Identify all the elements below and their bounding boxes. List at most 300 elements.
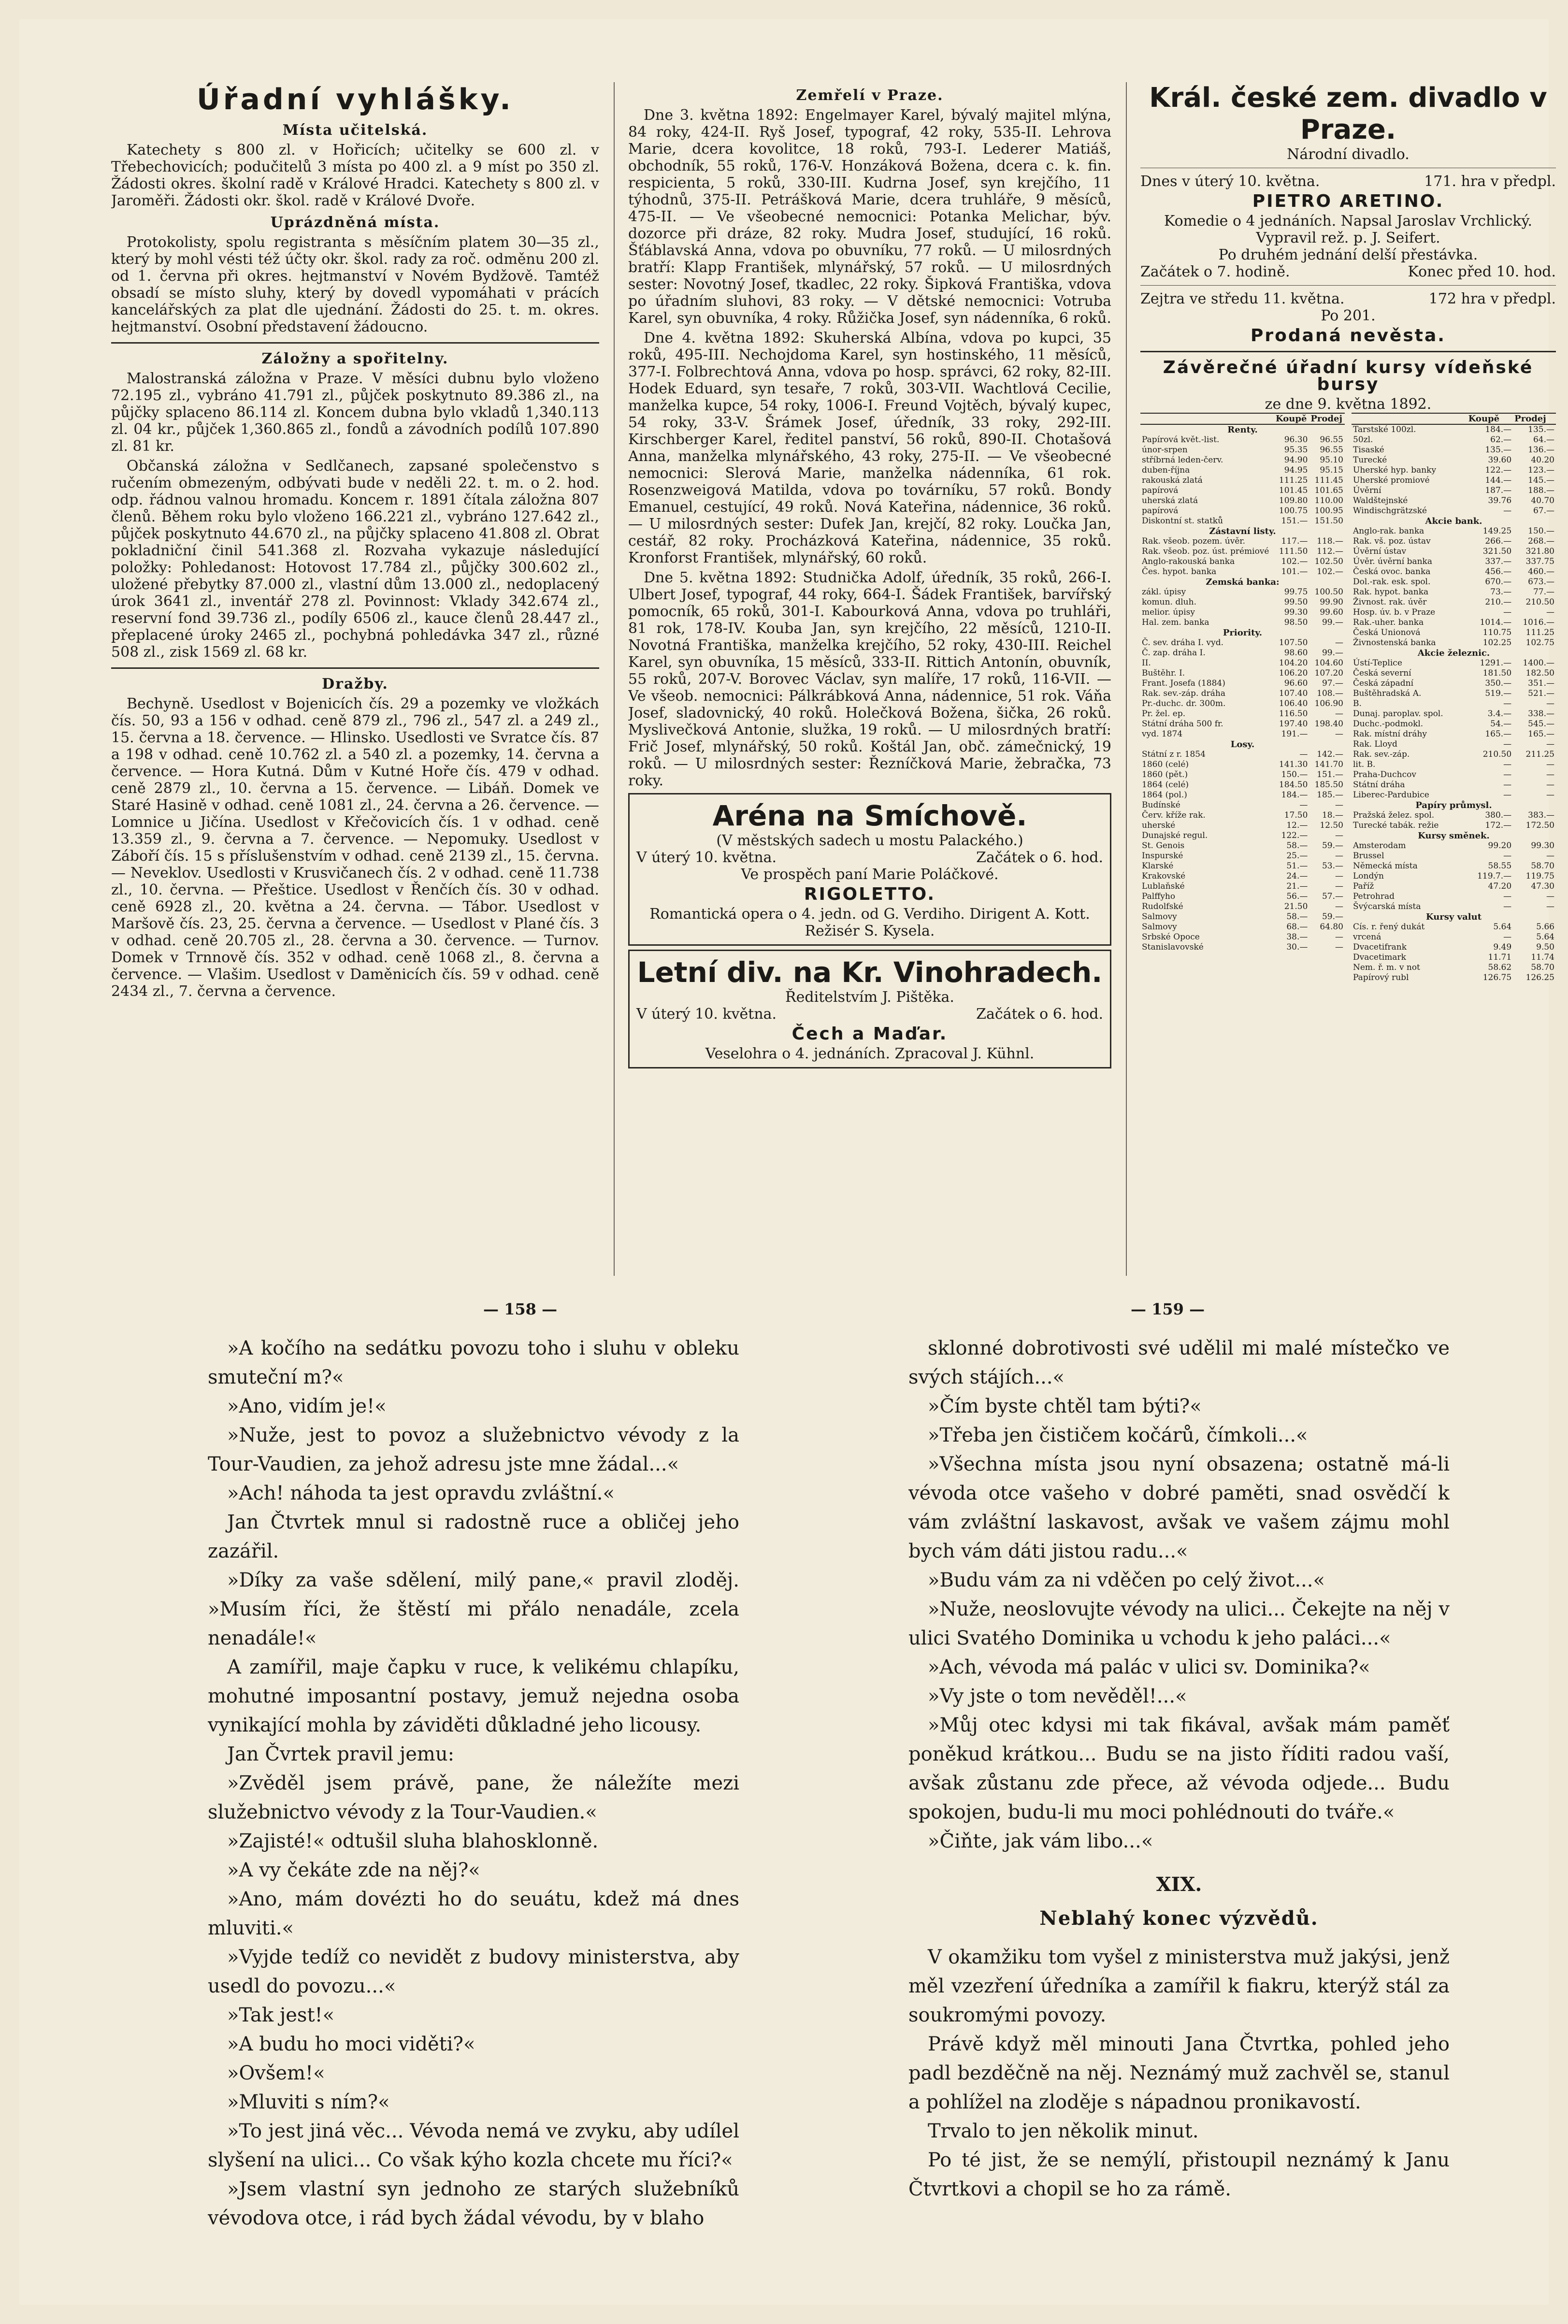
book-paragraph: »Zvěděl jsem právě, pane, že náležíte mezi služebnictvo vévody z la Tour-Vaudien.« (208, 1772, 739, 1823)
bourse-row (1352, 587, 1556, 597)
bourse-security: 50zl. (1353, 435, 1373, 445)
bourse-buy: 99.50 (1284, 597, 1308, 607)
book-paragraph: »A kočího na sedátku povozu toho i sluhu v obleku smuteční m?« (208, 1337, 739, 1388)
bourse-security: papírová (1142, 486, 1179, 495)
bourse-buy: 116.50 (1279, 709, 1308, 719)
bourse-sell: 102.50 (1314, 557, 1343, 566)
summer-theater-title: Letní div. na Kr. Vinohradech. (637, 956, 1103, 989)
bourse-sell: 100.50 (1314, 587, 1343, 597)
bourse-buy: — (1503, 790, 1512, 800)
bourse-sell: 151.50 (1314, 516, 1343, 526)
bourse-buy: 24.— (1286, 871, 1308, 881)
bourse-row (1140, 851, 1345, 861)
bourse-right-table (1352, 413, 1556, 983)
bourse-security: Rak. hypot. banka (1353, 587, 1429, 597)
bourse-row (1140, 770, 1345, 780)
bourse-buy: 184.— (1485, 425, 1512, 434)
bourse-sell: — (1335, 638, 1343, 648)
bourse-buy: 9.49 (1493, 942, 1512, 952)
bourse-row (1352, 922, 1556, 932)
bourse-buy: 144.— (1485, 476, 1512, 485)
show1-date: Dnes v úterý 10. května. (1140, 173, 1320, 190)
bourse-sell: 142.— (1317, 750, 1343, 759)
bourse-sell: — (1546, 851, 1554, 861)
bourse-sell: — (1546, 902, 1554, 911)
bourse-security: melior. úpisy (1142, 607, 1195, 617)
bourse-security: Stanislavovské (1142, 942, 1204, 952)
bourse-buy: 172.— (1485, 821, 1512, 830)
bourse-sell: 198.40 (1314, 719, 1343, 729)
bourse-security: Č. zap. dráha I. (1142, 648, 1206, 658)
book-paragraph: »Vyjde tedíž co nevidět z budovy ministerstva, aby usedl do povozu...« (208, 1946, 739, 1997)
bourse-row (1140, 902, 1345, 912)
bourse-buy: 94.90 (1284, 455, 1308, 465)
bourse-sell: 1016.— (1523, 618, 1554, 627)
book-paragraph: »Ano, mám dovézti ho do seuátu, kdež má dnes mluviti.« (208, 1888, 739, 1939)
bourse-buy: — (1299, 800, 1308, 810)
bourse-security: Londýn (1353, 871, 1384, 881)
bourse-row (1140, 587, 1345, 597)
bourse-buy: 58.— (1286, 912, 1308, 922)
bourse-buy: 149.25 (1482, 526, 1512, 536)
bourse-security: Budínské (1142, 800, 1180, 810)
bourse-sell: 106.90 (1314, 699, 1343, 708)
summer-theater-desc: Veselohra o 4. jednáních. Zpracoval J. Kühnl. (705, 1045, 1035, 1062)
bourse-security: vrcená (1353, 932, 1381, 942)
bourse-buy: 119.7.— (1477, 871, 1512, 881)
bourse-buy: 106.20 (1279, 668, 1308, 678)
bourse-security: Úvěrní (1353, 486, 1381, 495)
bourse-buy: — (1503, 892, 1512, 901)
bourse-sell: 211.25 (1525, 750, 1554, 759)
bourse-security: Státní dráha 500 fr. (1142, 719, 1223, 729)
bourse-row (1140, 678, 1345, 689)
bourse-security: Srbské Opoce (1142, 932, 1200, 942)
bourse-buy: 54.— (1490, 719, 1512, 729)
bourse-buy: 110.75 (1482, 628, 1512, 637)
bourse-row (1140, 942, 1345, 953)
bourse-row (1352, 607, 1556, 618)
bourse-date: ze dne 9. května 1892. (1265, 396, 1432, 413)
bourse-row (1140, 912, 1345, 922)
show1-title: PIETRO ARETINO. (1252, 191, 1444, 211)
bourse-buy: 102.25 (1482, 638, 1512, 648)
bourse-security: Tisaské (1353, 445, 1384, 455)
bourse-row (1352, 638, 1556, 648)
bourse-table (1140, 413, 1556, 983)
bourse-sell: 111.45 (1314, 476, 1343, 485)
bourse-category (1140, 628, 1345, 638)
bourse-row (1140, 861, 1345, 871)
bourse-buy: 58.55 (1488, 861, 1512, 871)
bourse-category (1140, 577, 1345, 587)
bourse-row (1140, 486, 1345, 496)
bourse-row (1352, 547, 1556, 557)
bourse-sell: 102.— (1317, 567, 1343, 577)
bourse-row (1352, 963, 1556, 973)
bourse-sell: 182.50 (1525, 668, 1554, 678)
bourse-category-label: Zemská banka: (1206, 577, 1280, 587)
bourse-buy: 266.— (1485, 536, 1512, 546)
bourse-buy: 104.20 (1279, 658, 1308, 668)
bourse-sell: 40.20 (1531, 455, 1554, 465)
book-paragraph: »Díky za vaše sdělení, milý pane,« pravil zloděj. »Musím říci, že štěstí mi přálo nenadále, zcela nenadále!« (208, 1569, 739, 1649)
bourse-security: Ústí-Teplice (1353, 658, 1402, 668)
bourse-row (1140, 516, 1345, 526)
bourse-row (1140, 831, 1345, 841)
bourse-security: Amsterodam (1353, 841, 1406, 851)
bourse-row (1352, 729, 1556, 739)
bourse-buy: 101.— (1281, 567, 1308, 577)
bourse-row (1140, 780, 1345, 790)
bourse-sell: — (1546, 739, 1554, 749)
bourse-row (1140, 790, 1345, 800)
bourse-security: Živnostenská banka (1353, 638, 1436, 648)
bourse-security: Anglo-rakouská banka (1142, 557, 1235, 566)
bourse-row (1140, 567, 1345, 577)
bourse-row (1352, 780, 1556, 790)
bourse-buy: — (1503, 607, 1512, 617)
bourse-sell: 321.80 (1525, 547, 1554, 556)
bourse-sell: — (1335, 709, 1343, 719)
bourse-buy: 456.— (1485, 567, 1512, 577)
book-paragraph: Jan Čtvrtek mnul si radostně ruce a obličej jeho zazářil. (208, 1511, 739, 1562)
bourse-security: Rudolfské (1142, 902, 1183, 911)
teachers-heading: Místa učitelská. (282, 122, 428, 139)
bourse-category (1352, 831, 1556, 841)
bourse-row (1140, 719, 1345, 729)
bourse-sell: 673.— (1528, 577, 1554, 587)
book-page-left (208, 1334, 739, 2271)
bourse-sell: 77.— (1533, 587, 1554, 597)
bourse-buy: 165.— (1485, 729, 1512, 739)
bourse-security: papírová (1142, 506, 1179, 516)
bourse-security: Pražská želez. spol. (1353, 810, 1435, 820)
bourse-sell: 123.— (1528, 465, 1554, 475)
bourse-sell: 64.— (1533, 435, 1554, 445)
bourse-buy: 21.— (1286, 881, 1308, 891)
bourse-row (1352, 678, 1556, 689)
book-paragraph: »Mluviti s ním?« (227, 2091, 390, 2113)
bourse-sell: 67.— (1533, 506, 1554, 516)
bourse-buy: 96.30 (1284, 435, 1308, 445)
show2-number: 172 hra v předpl. (1428, 290, 1556, 307)
bourse-buy: 111.25 (1279, 476, 1308, 485)
bourse-security: Dunajské regul. (1142, 831, 1208, 840)
arena-advert (628, 793, 1111, 946)
bourse-buy: 39.76 (1488, 496, 1512, 505)
bourse-buy: 94.95 (1284, 465, 1308, 475)
bourse-sell: 101.65 (1314, 486, 1343, 495)
bourse-buy: 107.50 (1279, 638, 1308, 648)
bourse-buy: 350.— (1485, 678, 1512, 688)
banks-text-2: Občanská záložna v Sedlčanech, zapsané společenstvo s ručením obmezeným, odbývati bude v neděli 22. t. m. o 2. hod. odp. řádnou valnou hromadu. Koncem r. 1891 čítala záložna 807 členů. Během roku bylo vloženo 166.221 zl., vybráno 127.642 zl., půjček poskytnuto 44.670 zl., na půjčky splaceno 41.808 zl. Obrat pokladniční činil 541.368 zl. Rozvaha vykazuje následující položky: Pohledanost: Hotovost 17.784 zl., půjčky 300.602 zl., uložené přebytky 87.000 zl., vlastní dům 13.000 zl., nedoplacený úrok 3641 zl., inventář 278 zl. Povinnost: Vklady 342.674 zl., reservní fond 39.736 zl., podíly 6506 zl., kauce členů 28.447 zl., přeplacené úroky 2465 zl., pochybná pohledávka 347 zl., různé 508 zl., zisk 1569 zl. 68 kr. (111, 458, 599, 661)
bourse-category-label: Losy. (1230, 739, 1255, 750)
bourse-row (1352, 953, 1556, 963)
bourse-row (1352, 455, 1556, 465)
bourse-row (1140, 881, 1345, 892)
bourse-buy: 73.— (1490, 587, 1512, 597)
banks-heading: Záložny a spořitelny. (261, 350, 449, 367)
bourse-security: Úvěr. úvěrní banka (1353, 557, 1432, 566)
bourse-security: Dvacetimark (1353, 953, 1406, 962)
bourse-row (1140, 557, 1345, 567)
bourse-category-label: Akcie železnic. (1417, 648, 1490, 658)
book-paragraph: »A budu ho moci viděti?« (227, 2033, 475, 2055)
bourse-security: Nem. ř. m. v not (1353, 963, 1420, 972)
bourse-buy: 3.4.— (1487, 709, 1512, 719)
bourse-category-label: Kursy valut (1425, 912, 1482, 922)
bourse-row (1140, 689, 1345, 699)
bourse-security: Státní dráha (1353, 780, 1405, 790)
bourse-row (1352, 810, 1556, 821)
bourse-row (1352, 942, 1556, 953)
bourse-security: St. Genois (1142, 841, 1185, 851)
bourse-security: Č. sev. dráha I. vyd. (1142, 638, 1224, 648)
bourse-buy: — (1503, 739, 1512, 749)
bourse-buy: 95.35 (1284, 445, 1308, 455)
bourse-buy: 107.40 (1279, 689, 1308, 698)
show1-start: Začátek o 7. hodině. (1140, 263, 1290, 280)
bourse-buy: — (1503, 699, 1512, 708)
bourse-row (1352, 496, 1556, 506)
bourse-security: B. (1353, 699, 1362, 708)
bourse-security: Dunaj. paroplav. spol. (1353, 709, 1443, 719)
bourse-sell: — (1546, 760, 1554, 769)
bourse-security: Turecké tabák. režie (1353, 821, 1439, 830)
bourse-row (1352, 760, 1556, 770)
book-paragraph: »Ano, vidím je!« (227, 1395, 387, 1417)
bourse-sell: 99.60 (1320, 607, 1343, 617)
bourse-sell: 351.— (1528, 678, 1554, 688)
bourse-buy: 109.80 (1279, 496, 1308, 505)
book-paragraph: »Ach! náhoda ta jest opravdu zvláštní.« (227, 1482, 615, 1504)
bourse-buy: 380.— (1485, 810, 1512, 820)
bourse-row (1140, 932, 1345, 942)
bourse-row (1352, 881, 1556, 892)
bourse-row (1140, 536, 1345, 547)
bourse-buy: 181.50 (1482, 668, 1512, 678)
bourse-category-label: Kursy směnek. (1418, 831, 1490, 841)
bourse-buy: — (1503, 851, 1512, 861)
divider (1140, 285, 1556, 286)
bourse-buy: 62.— (1490, 435, 1512, 445)
bourse-security: Pr. žel. ep. (1142, 709, 1186, 719)
column-deaths-and-ads (628, 82, 1111, 1276)
book-paragraph: »Nuže, jest to povoz a služebnictvo vévody z la Tour-Vaudien, za jehož adresu jste mne žádal...« (208, 1424, 739, 1475)
bourse-security: Česká Unionová (1353, 628, 1421, 637)
bourse-buy: 39.60 (1488, 455, 1512, 465)
bourse-row (1352, 750, 1556, 760)
bourse-security: Hal. zem. banka (1142, 618, 1209, 627)
book-paragraph: Po té jist, že se nemýlí, přistoupil neznámý k Janu Čtvrtkovi a chopil se ho za rámě. (908, 2149, 1450, 2200)
bourse-security: Brussel (1353, 851, 1384, 861)
bourse-row (1352, 424, 1556, 435)
bourse-sell: 338.— (1528, 709, 1554, 719)
bourse-buy: 184.50 (1279, 780, 1308, 790)
bourse-row (1352, 689, 1556, 699)
bourse-security: komun. dluh. (1142, 597, 1196, 607)
bourse-sell: — (1546, 770, 1554, 779)
bourse-row (1352, 567, 1556, 577)
bourse-security: Turecké (1353, 455, 1387, 465)
bourse-security: Hosp. úv. b. v Praze (1353, 607, 1436, 617)
bourse-sell: 99.90 (1320, 597, 1343, 607)
bourse-buy: 5.64 (1493, 922, 1512, 932)
bourse-category (1352, 516, 1556, 526)
bourse-buy: 122.— (1485, 465, 1512, 475)
bourse-buy: — (1503, 902, 1512, 911)
bourse-security: Rak. sev.-záp. (1353, 750, 1410, 759)
book-paragraph: »Třeba jen čističem kočárů, čímkoli...« (928, 1424, 1308, 1446)
bourse-security: Klarské (1142, 861, 1174, 871)
bourse-sell: 53.— (1322, 861, 1343, 871)
bourse-security: Diskontní st. statků (1142, 516, 1223, 526)
bourse-security: Česká ovoc. banka (1353, 567, 1431, 577)
arena-subtitle: (V městských sadech u mostu Palackého.) (716, 832, 1023, 849)
newspaper-page (19, 19, 1556, 2305)
summer-theater-date: V úterý 10. května. (636, 1006, 777, 1023)
bourse-security: Praha-Duchcov (1353, 770, 1416, 779)
bourse-row (1352, 821, 1556, 831)
bourse-security: Německá místa (1353, 861, 1418, 871)
bourse-buy: 135.— (1485, 445, 1512, 455)
bourse-security: Uherské hyp. banky (1353, 465, 1437, 475)
bourse-security: Buštěhradská A. (1353, 689, 1422, 698)
bourse-sell: — (1546, 790, 1554, 800)
bourse-row (1140, 760, 1345, 770)
bourse-security: Windischgrätzské (1353, 506, 1427, 516)
bourse-sell: 58.70 (1531, 861, 1554, 871)
bourse-sell: 96.55 (1320, 435, 1343, 445)
bourse-security: Dvacetifrank (1353, 942, 1407, 952)
bourse-security: Uherské promiové (1353, 476, 1430, 485)
bourse-category-label: Papíry průmysl. (1415, 800, 1492, 810)
bourse-category-label: Zástavní listy. (1209, 526, 1276, 536)
bourse-sell: 126.25 (1525, 973, 1554, 982)
bourse-buy: 98.50 (1284, 618, 1308, 627)
bourse-security: Tarstské 100zl. (1353, 425, 1416, 434)
bourse-sell: 99.— (1322, 618, 1343, 627)
bourse-security: vyd. 1874 (1142, 729, 1183, 739)
bourse-security: Waldštejnské (1353, 496, 1408, 505)
bourse-security: uherské (1142, 821, 1176, 830)
bourse-buy: — (1503, 506, 1512, 516)
bourse-security: Rak. Lloyd (1353, 739, 1397, 749)
bourse-security: Salmovy (1142, 922, 1177, 932)
bourse-buy: — (1503, 780, 1512, 790)
bourse-security: 1864 (celé) (1142, 780, 1189, 790)
bourse-sell: 59.— (1322, 912, 1343, 922)
book-paragraph: »Čiňte, jak vám libo...« (928, 1830, 1153, 1852)
bourse-sell: 145.— (1528, 476, 1554, 485)
bourse-title: Závěrečné úřadní kursy vídeňské bursy (1163, 358, 1534, 394)
bourse-security: Salmovy (1142, 912, 1177, 922)
bourse-security: Rak. sev.-záp. dráha (1142, 689, 1225, 698)
bourse-row (1140, 638, 1345, 648)
bourse-row (1352, 770, 1556, 780)
bourse-row (1140, 618, 1345, 628)
arena-benefit: Ve prospěch paní Marie Poláčkové. (741, 866, 999, 883)
arena-date: V úterý 10. května. (636, 849, 777, 866)
bourse-sell: — (1335, 942, 1343, 952)
bourse-buy: 210.50 (1482, 750, 1512, 759)
bourse-sell: — (1335, 902, 1343, 911)
bourse-sell: 112.— (1317, 547, 1343, 556)
bourse-sell: — (1335, 932, 1343, 942)
bourse-buy: 184.— (1281, 790, 1308, 800)
bourse-sell: 151.— (1317, 770, 1343, 779)
show1-number: 171. hra v předpl. (1424, 173, 1556, 190)
bourse-security: Krakovské (1142, 871, 1186, 881)
bourse-row (1352, 851, 1556, 861)
bourse-buy: 191.— (1281, 729, 1308, 739)
bourse-buy: 101.45 (1279, 486, 1308, 495)
bourse-buy: 100.75 (1279, 506, 1308, 516)
bourse-category (1140, 424, 1345, 435)
bourse-security: Buštěhr. I. (1142, 668, 1185, 678)
divider (1140, 351, 1556, 352)
bourse-sell: 59.— (1322, 841, 1343, 851)
bourse-buy: 96.60 (1284, 678, 1308, 688)
summer-theater-direction: Ředitelstvím J. Pištěka. (785, 989, 954, 1006)
book-paragraph: »Ach, vévoda má palác v ulici sv. Dominika?« (928, 1656, 1370, 1678)
bourse-buy: 117.— (1281, 536, 1308, 546)
bourse-row (1352, 699, 1556, 709)
bourse-buy: 58.— (1286, 841, 1308, 851)
bourse-sell: 150.— (1528, 526, 1554, 536)
bourse-left-table (1140, 413, 1345, 953)
deaths-heading: Zemřelí v Praze. (796, 87, 944, 104)
bourse-security: rakouská zlatá (1142, 476, 1203, 485)
show2-po: Po 201. (1321, 307, 1376, 324)
bourse-security: zákl. úpisy (1142, 587, 1186, 597)
national-theater-title: Král. české zem. divadlo v Praze. (1149, 82, 1547, 145)
bourse-security: Rak. vš. poz. ústav (1353, 536, 1431, 546)
bourse-sell: 110.00 (1314, 496, 1343, 505)
book-paragraph: sklonné dobrotivosti své udělil mi malé místečko ve svých stájích...« (908, 1337, 1450, 1388)
bourse-row (1140, 455, 1345, 465)
bourse-buy: — (1503, 760, 1512, 769)
bourse-buy: 197.40 (1279, 719, 1308, 729)
col-sell: Prodej (1309, 413, 1345, 424)
bourse-security: Úvěrní ústav (1353, 547, 1407, 556)
bourse-security: 1860 (pět.) (1142, 770, 1188, 779)
bourse-sell: 172.50 (1525, 821, 1554, 830)
bourse-buy: 12.— (1286, 821, 1308, 830)
divider (111, 342, 599, 344)
bourse-row (1140, 465, 1345, 476)
bourse-row (1140, 496, 1345, 506)
bourse-sell: — (1546, 780, 1554, 790)
bourse-security: Čes. hypot. banka (1142, 567, 1217, 577)
bourse-sell: 337.75 (1525, 557, 1554, 566)
deaths-text-2: Dne 4. května 1892: Skuherská Albína, vdova po kupci, 35 roků, 495-III. Nechojdoma Karel, syn hostinského, 11 měsíců, 377-I. Folbrechtová Anna, vdova po hosp. správci, 62 roky, 82-III. Hodek Eduard, syn tesaře, 7 roků, 303-VII. Wachtlová Cecilie, manželka kupce, 54 roky, 1006-I. Freund Vojtěch, bývalý kupec, 54 roky, 33-V. Šrámek Josef, úředník, 33 roky, 292-III. Kirschberger Karel, ředitel panství, 56 roků, 890-II. Chotašová Anna, manželka mlynářského, 43 roky, 275-II. — Ve všeobecné nemocnici: Slerová Marie, manželka nádenníka, 61 rok. Rosenzweigová Matilda, vdova po továrníku, 57 roků. Bondy Emanuel, cestující, 49 roků. Nová Kateřina, nádennice, 36 roků. — U milosrdných sester: Dufek Jan, krejčí, 82 roky. Loučka Jan, cestář, 82 roky. Procházková Kateřina, nádennice, 35 roků. Kronforst František, mlynářský, 60 roků. (628, 330, 1111, 566)
bourse-row (1352, 841, 1556, 851)
bourse-row (1352, 668, 1556, 678)
bourse-row (1352, 465, 1556, 476)
bourse-sell: 100.95 (1314, 506, 1343, 516)
bourse-sell: 95.10 (1320, 455, 1343, 465)
book-paragraph: »Ovšem!« (227, 2062, 325, 2084)
bourse-security: Petrohrad (1353, 892, 1395, 901)
bourse-buy: 670.— (1485, 577, 1512, 587)
bourse-security: Živnost. rak. úvěr (1353, 597, 1427, 607)
bourse-buy: 151.— (1281, 516, 1308, 526)
book-paragraph: »Zajisté!« odtušil sluha blahosklonně. (227, 1830, 599, 1852)
bourse-row (1352, 557, 1556, 567)
bourse-row (1140, 597, 1345, 607)
